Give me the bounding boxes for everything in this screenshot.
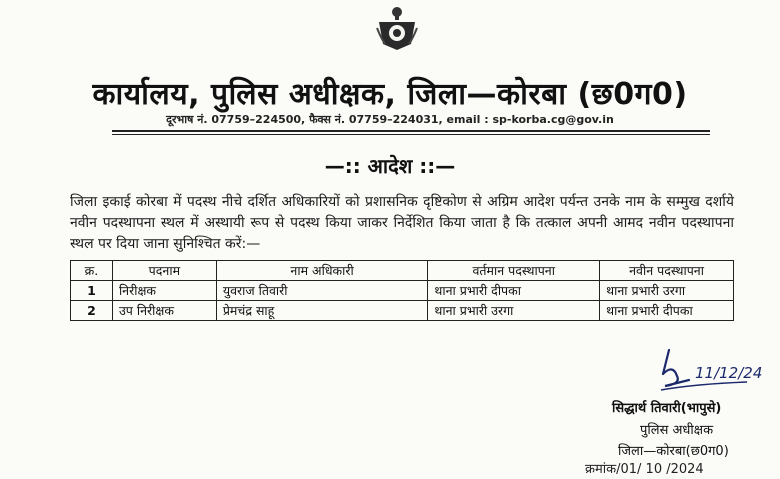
- signatory-name: सिद्धार्थ तिवारी(भापुसे): [612, 401, 722, 416]
- order-body-text: जिला इकाई कोरबा में पदस्थ नीचे दर्शित अधिकारियों को प्रशासनिक दृष्टिकोण से अग्रिम आदेश पर्यन्त उनके नाम के सम्मुख दर्शाये नवीन पदस्थापना स्थल में अस्थायी रूप से पदस्थ किया जाकर निर्देशित किया जाता है कि तत्काल अपनी आमद नवीन पदस्थापना स्थल पर दिया जाना सुनिश्चित करें:—: [70, 194, 734, 252]
- column-header-new-posting: नवीन पदस्थापना: [600, 261, 734, 281]
- cell-serial: 1: [71, 281, 113, 301]
- signature-date: 11/12/24: [695, 364, 763, 382]
- signatory-place: जिला—कोरबा(छ0ग0): [618, 444, 729, 459]
- column-header-serial: क्र.: [71, 261, 113, 281]
- cell-serial: 2: [71, 301, 113, 321]
- office-title: कार्यालय, पुलिस अधीक्षक, जिला—कोरबा (छ0ग0): [92, 77, 688, 112]
- cell-designation: निरीक्षक: [112, 281, 216, 301]
- cell-officer-name: प्रेमचंद्र साहू: [216, 301, 428, 321]
- header-divider: [112, 130, 710, 132]
- signatory-designation: पुलिस अधीक्षक: [640, 423, 714, 438]
- cell-current-posting: थाना प्रभारी दीपका: [428, 281, 600, 301]
- handwritten-signature: [655, 346, 763, 394]
- cell-new-posting: थाना प्रभारी उरगा: [600, 281, 734, 301]
- police-emblem-icon: [375, 4, 419, 52]
- column-header-officer-name: नाम अधिकारी: [216, 261, 428, 281]
- cell-current-posting: थाना प्रभारी उरगा: [428, 301, 600, 321]
- column-header-current-posting: वर्तमान पदस्थापना: [428, 261, 600, 281]
- header-divider-thin: [112, 134, 710, 135]
- table-row: [71, 301, 734, 321]
- transfer-table: [70, 260, 734, 321]
- contact-line: दूरभाष नं. 07759–224500, फैक्स नं. 07759–224031, email : sp-korba.cg@gov.in: [166, 113, 614, 126]
- cell-designation: उप निरीक्षक: [112, 301, 216, 321]
- order-heading: —:: आदेश ::—: [324, 154, 456, 178]
- column-header-designation: पदनाम: [112, 261, 216, 281]
- order-number-line: क्रमांक/01/ 10 /2024: [585, 462, 704, 477]
- table-row: [71, 281, 734, 301]
- table-header-row: [71, 261, 734, 281]
- cell-officer-name: युवराज तिवारी: [216, 281, 428, 301]
- cell-new-posting: थाना प्रभारी दीपका: [600, 301, 734, 321]
